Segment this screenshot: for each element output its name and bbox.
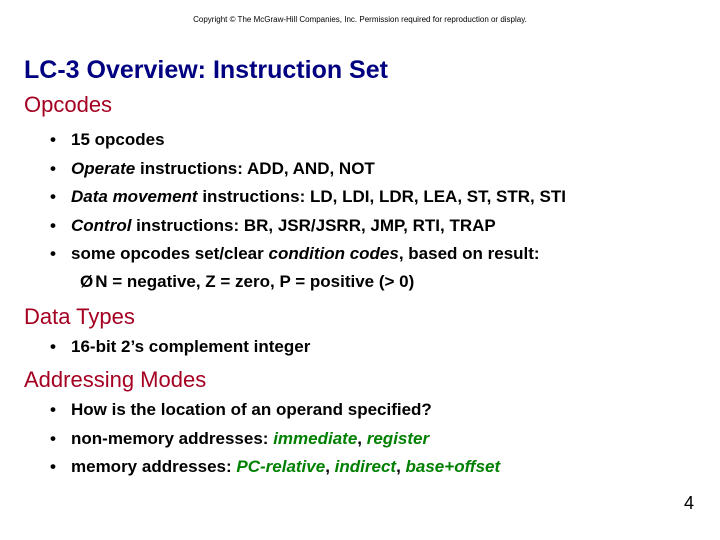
page-number: 4	[683, 493, 694, 513]
list-item: • 16-bit 2’s complement integer	[50, 333, 310, 362]
list-item: • memory addresses: PC-relative, indirect, base+offset	[50, 453, 500, 482]
slide-title: LC-3 Overview: Instruction Set	[24, 56, 388, 84]
list-item: • Data movement instructions: LD, LDI, LDR, LEA, ST, STR, STI	[50, 183, 566, 212]
sub-list-item: Ø N = negative, Z = zero, P = positive (> 0)	[80, 272, 415, 291]
list-item: • some opcodes set/clear condition codes, based on result:	[50, 240, 566, 269]
section-heading-addressing-modes: Addressing Modes	[24, 367, 207, 392]
list-item: • 15 opcodes	[50, 126, 566, 155]
list-item: • How is the location of an operand specified?	[50, 396, 500, 425]
arrow-bullet-icon: Ø	[80, 272, 94, 291]
data-types-list	[50, 333, 310, 362]
section-heading-data-types: Data Types	[24, 304, 135, 329]
list-item: • Operate instructions: ADD, AND, NOT	[50, 155, 566, 184]
opcodes-list	[50, 126, 566, 269]
section-heading-opcodes: Opcodes	[24, 92, 113, 117]
addressing-modes-list	[50, 396, 500, 482]
list-item: • non-memory addresses: immediate, register	[50, 425, 500, 454]
list-item: • Control instructions: BR, JSR/JSRR, JMP, RTI, TRAP	[50, 212, 566, 241]
copyright-notice: Copyright © The McGraw-Hill Companies, Inc. Permission required for reproduction or display.	[193, 15, 527, 24]
